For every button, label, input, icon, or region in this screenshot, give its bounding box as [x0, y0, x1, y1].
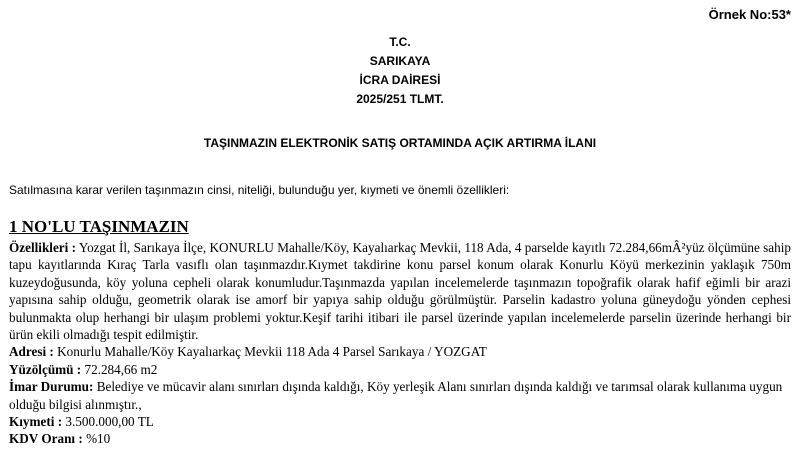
adres-row [9, 343, 791, 360]
yuzolcumu-value: 72.284,66 m2 [84, 361, 158, 377]
ozellikleri-value: Yozgat İl, Sarıkaya İlçe, KONURLU Mahalle/Köy, Kayalıarkaç Mevkii, 118 Ada, 4 parselde kayıtlı 72.284,66mÂ²yüz ölçümüne sahip tapu kayıtlarında Kıraç Tarla vasıflı olan taşınmazdır.Kıymet takdirine konu parsel konum olarak Konurlu Köyü merkezinin yaklaşık 750m kuzeydoğusunda, köy yoluna cepheli olarak konumludur.Taşınmazda yapılan incelemelerde taşınmazın topoğrafik olarak hafif eğimli bir arazi yapısına sahip olduğu, geometrik olarak ise amorf bir yapıya sahip olduğu görülmüştür. Parselin kadastro yoluna güneydoğu yönden cephesi bulunmakta olup herhangi bir ulaşım problemi yoktur.Keşif tarihi itibari ile parsel üzerinde yapılan incelemelerde parselin üzerinde herhangi bir ürün ekili olmadığı tespit edilmiştir. [9, 240, 792, 343]
ozellikleri-label: Özellikleri : [9, 240, 77, 255]
kiymeti-label: Kıymeti : [9, 414, 63, 430]
intro-text: Satılmasına karar verilen taşınmazın cinsi, niteliği, bulunduğu yer, kıymeti ve önemli özellikleri: [9, 183, 510, 197]
announcement-title: TAŞINMAZIN ELEKTRONİK SATIŞ ORTAMINDA AÇIK ARTIRMA İLANI [203, 136, 597, 150]
imar-value: Belediye ve mücavir alanı sınırları dışında kaldığı, Köy yerleşik Alanı sınırları dışında kaldığı ve tarımsal olarak kullanıma uygun olduğu bilgisi alınmıştır., [9, 379, 783, 412]
kiymeti-value: 3.500.000,00 TL [65, 414, 154, 430]
kdv-label: KDV Oranı : [9, 431, 83, 447]
imar-row [9, 378, 791, 413]
ozellikleri-row [9, 239, 791, 343]
document-header [0, 33, 800, 109]
header-office: İCRA DAİRESİ [359, 73, 441, 87]
kdv-value: %10 [86, 431, 111, 447]
kdv-row [9, 430, 791, 447]
adres-value: Konurlu Mahalle/Köy Kayalıarkaç Mevkii 118 Ada 4 Parsel Sarıkaya / YOZGAT [57, 344, 487, 360]
header-tc: T.C. [389, 35, 411, 49]
yuzolcumu-label: Yüzölçümü : [9, 361, 82, 377]
yuzolcumu-row [9, 361, 791, 378]
sample-number: Örnek No:53* [708, 7, 791, 22]
property-title: 1 NO'LU TAŞINMAZIN [9, 217, 189, 236]
header-file-number: 2025/251 TLMT. [356, 92, 444, 106]
property-details [9, 239, 791, 448]
header-district: SARIKAYA [369, 54, 431, 68]
imar-label: İmar Durumu: [9, 379, 94, 395]
kiymeti-row [9, 413, 791, 430]
adres-label: Adresi : [9, 344, 54, 360]
